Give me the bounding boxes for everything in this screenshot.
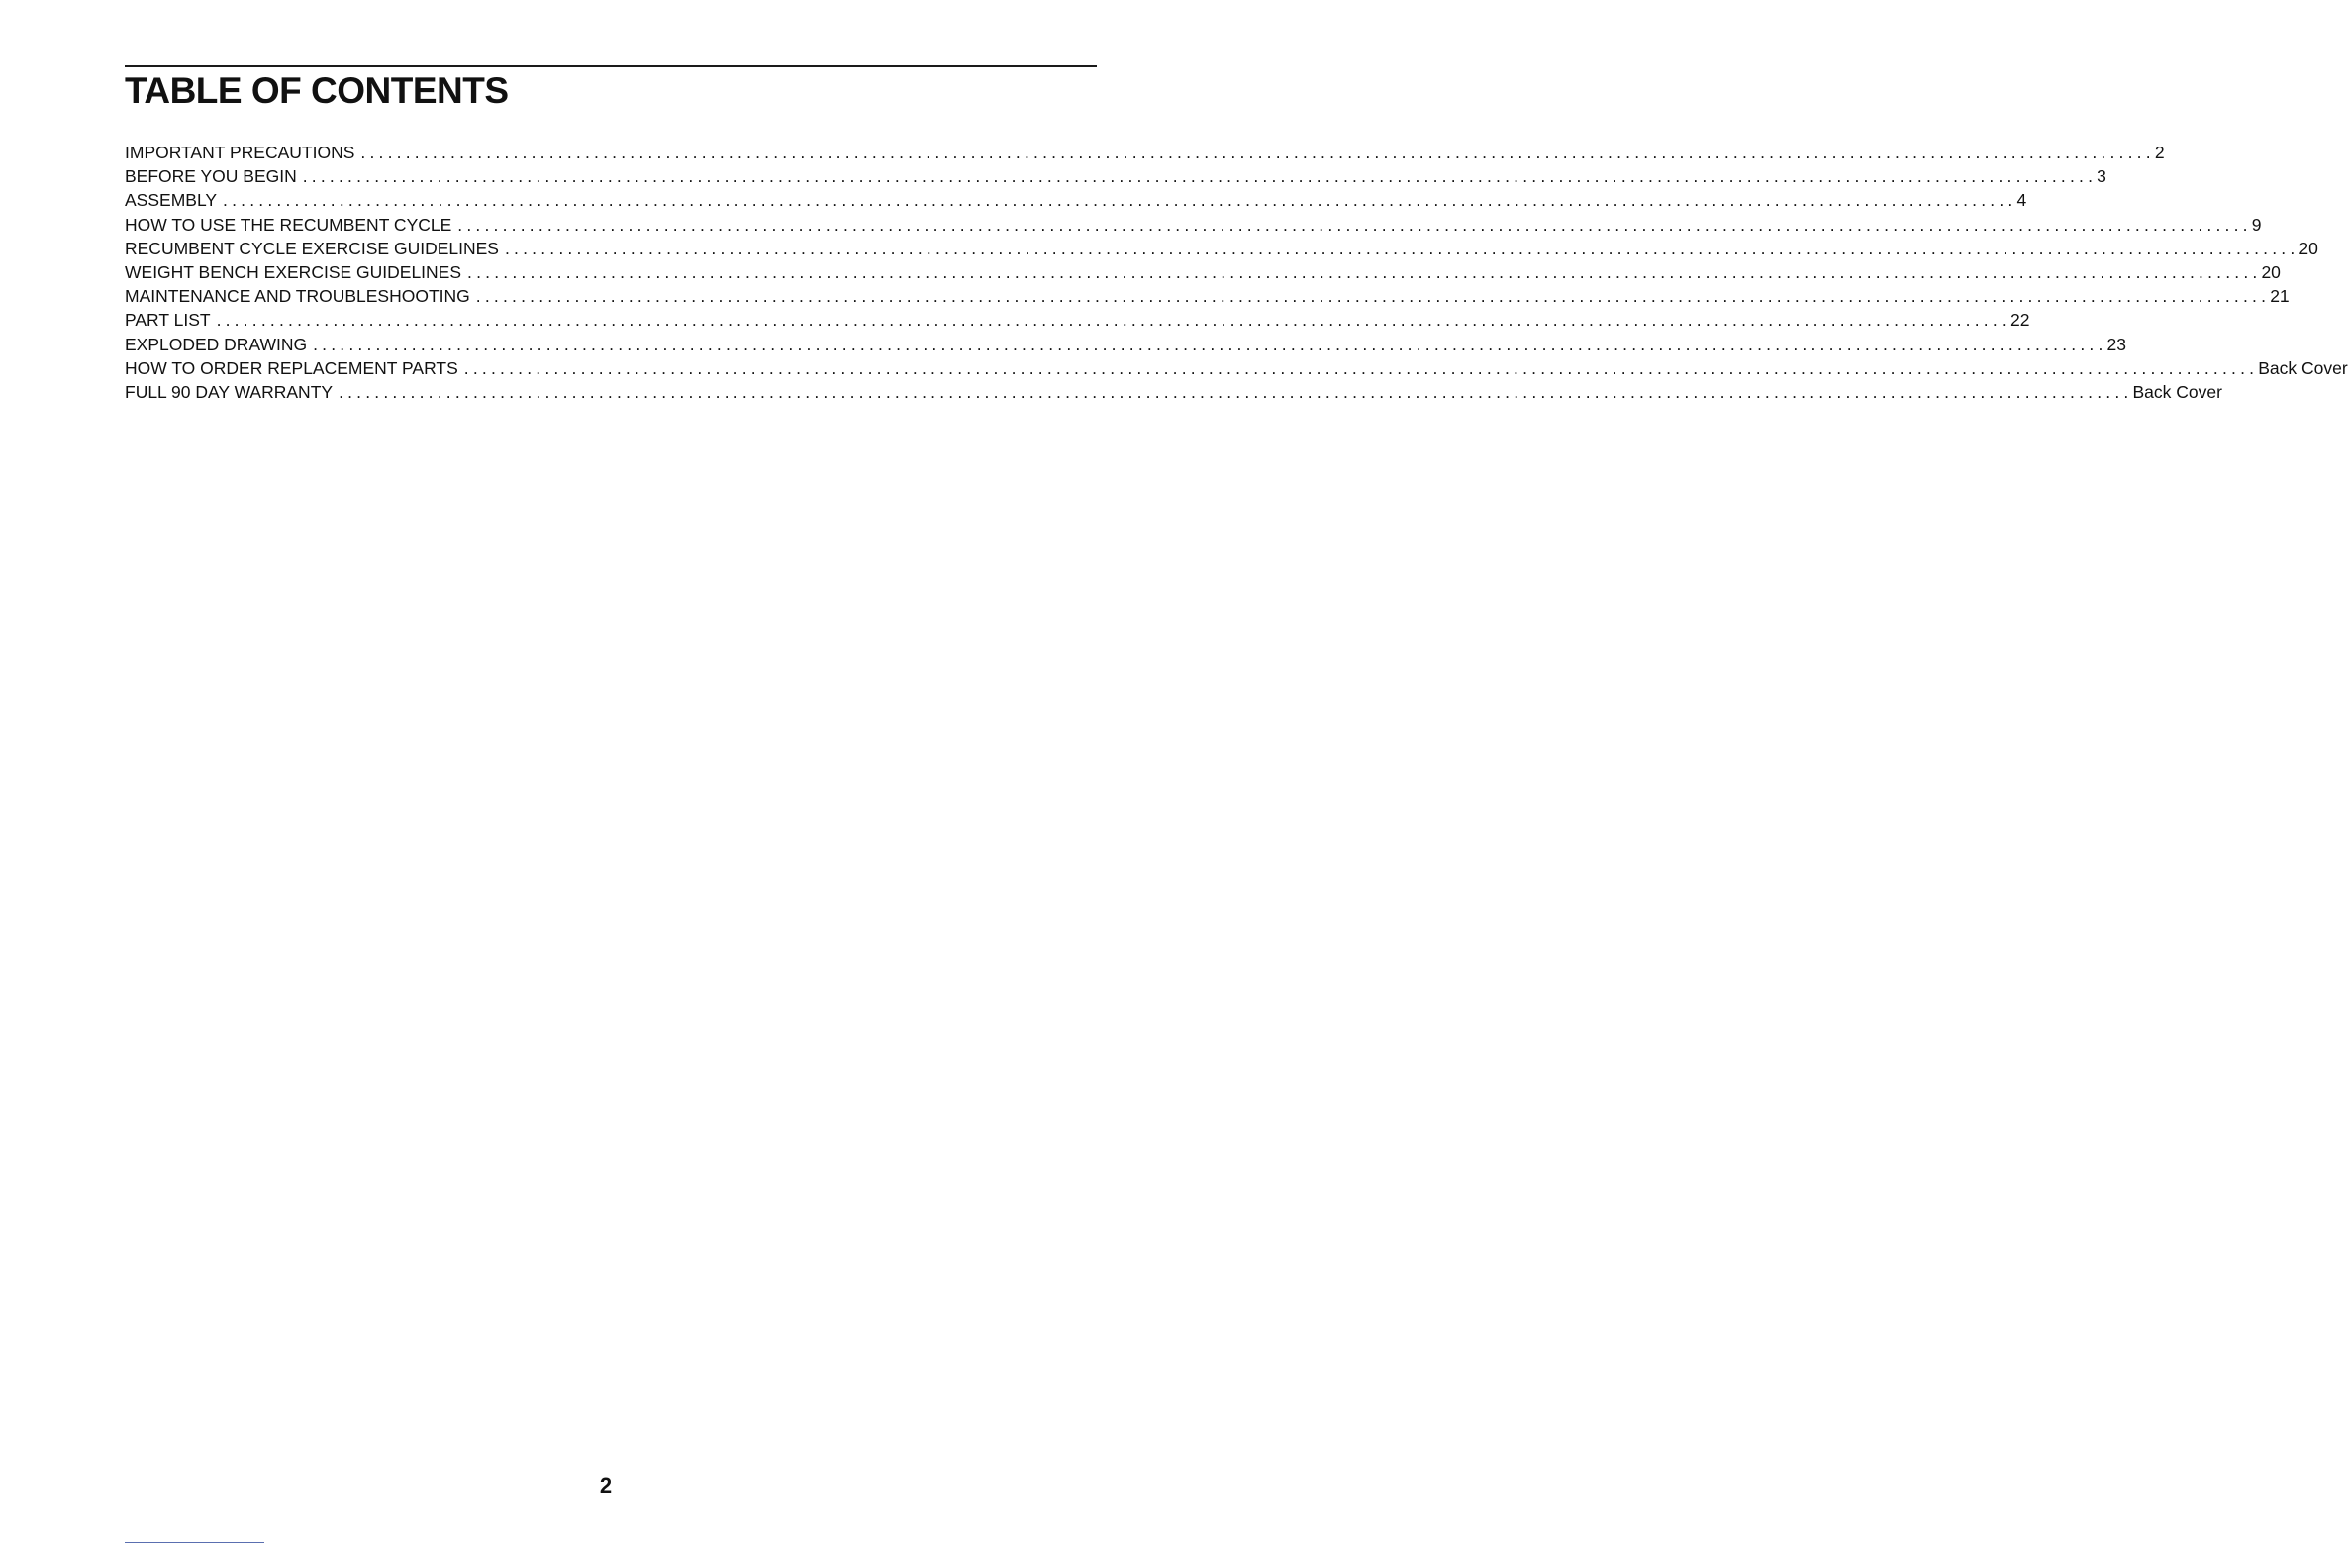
toc-entry-part-list (125, 308, 2030, 332)
dot-leader: ........................................................................................................................................................................................................ (302, 166, 2098, 187)
footer-rule (125, 1542, 264, 1543)
page-number: 2 (599, 1473, 613, 1498)
dot-leader: ........................................................................................................................................................................................................ (360, 143, 2155, 162)
toc-entry-title: EXPLODED DRAWING (125, 334, 308, 354)
toc-entry-title: RECUMBENT CYCLE EXERCISE GUIDELINES (125, 238, 499, 258)
toc-entry-bench-exercise-guidelines (125, 260, 2281, 284)
dot-leader: ........................................................................................................................................................................................................ (504, 238, 2299, 258)
title-rule (125, 65, 1097, 67)
toc-entry-before-you-begin (125, 164, 2106, 188)
toc-entry-title: HOW TO ORDER REPLACEMENT PARTS (125, 357, 458, 378)
toc-entry-page: 3 (2097, 166, 2106, 187)
toc-entry-warranty (125, 380, 2222, 404)
toc-entry-maintenance (125, 284, 2290, 308)
toc-entry-page: 9 (2251, 214, 2262, 235)
dot-leader: ........................................................................................................................................................................................................ (475, 286, 2271, 307)
toc-entry-page: Back Cover (2132, 381, 2222, 402)
dot-leader: ........................................................................................................................................................................................................ (216, 310, 2010, 331)
dot-leader: ........................................................................................................................................................................................................ (467, 261, 2262, 282)
dot-leader: ........................................................................................................................................................................................................ (463, 357, 2259, 378)
page-title: TABLE OF CONTENTS (125, 70, 509, 111)
toc-entry-title: WEIGHT BENCH EXERCISE GUIDELINES (125, 261, 462, 282)
toc-entry-title: MAINTENANCE AND TROUBLESHOOTING (125, 286, 470, 307)
toc-entry-page: 20 (2261, 261, 2281, 282)
toc-entry-page: 22 (2009, 310, 2030, 331)
dot-leader: ........................................................................................................................................................................................................ (339, 381, 2133, 402)
toc-entry-page: 21 (2270, 286, 2290, 307)
dot-leader: ........................................................................................................................................................................................................ (457, 214, 2252, 235)
toc-entry-page: 2 (2154, 143, 2165, 162)
toc-entry-title: IMPORTANT PRECAUTIONS (125, 143, 355, 162)
toc-entry-page: 23 (2106, 334, 2126, 354)
toc-entry-assembly (125, 188, 2027, 212)
toc-entry-page: Back Cover (2258, 357, 2348, 378)
toc-entry-cycle-exercise-guidelines (125, 237, 2318, 260)
toc-entry-title: BEFORE YOU BEGIN (125, 166, 297, 187)
toc-entry-title: FULL 90 DAY WARRANTY (125, 381, 334, 402)
toc-entry-title: ASSEMBLY (125, 190, 218, 211)
toc-entry-page: 20 (2299, 238, 2318, 258)
table-of-contents (125, 141, 2348, 404)
toc-entry-page: 4 (2016, 190, 2027, 211)
toc-entry-replacement-parts (125, 356, 2348, 380)
toc-entry-title: PART LIST (125, 310, 211, 331)
toc-entry-how-to-use (125, 213, 2262, 237)
toc-entry-exploded-drawing (125, 333, 2126, 356)
toc-entry-title: HOW TO USE THE RECUMBENT CYCLE (125, 214, 452, 235)
dot-leader: ........................................................................................................................................................................................................ (223, 190, 2017, 211)
dot-leader: ........................................................................................................................................................................................................ (313, 334, 2107, 354)
toc-entry-important-precautions (125, 141, 2165, 164)
